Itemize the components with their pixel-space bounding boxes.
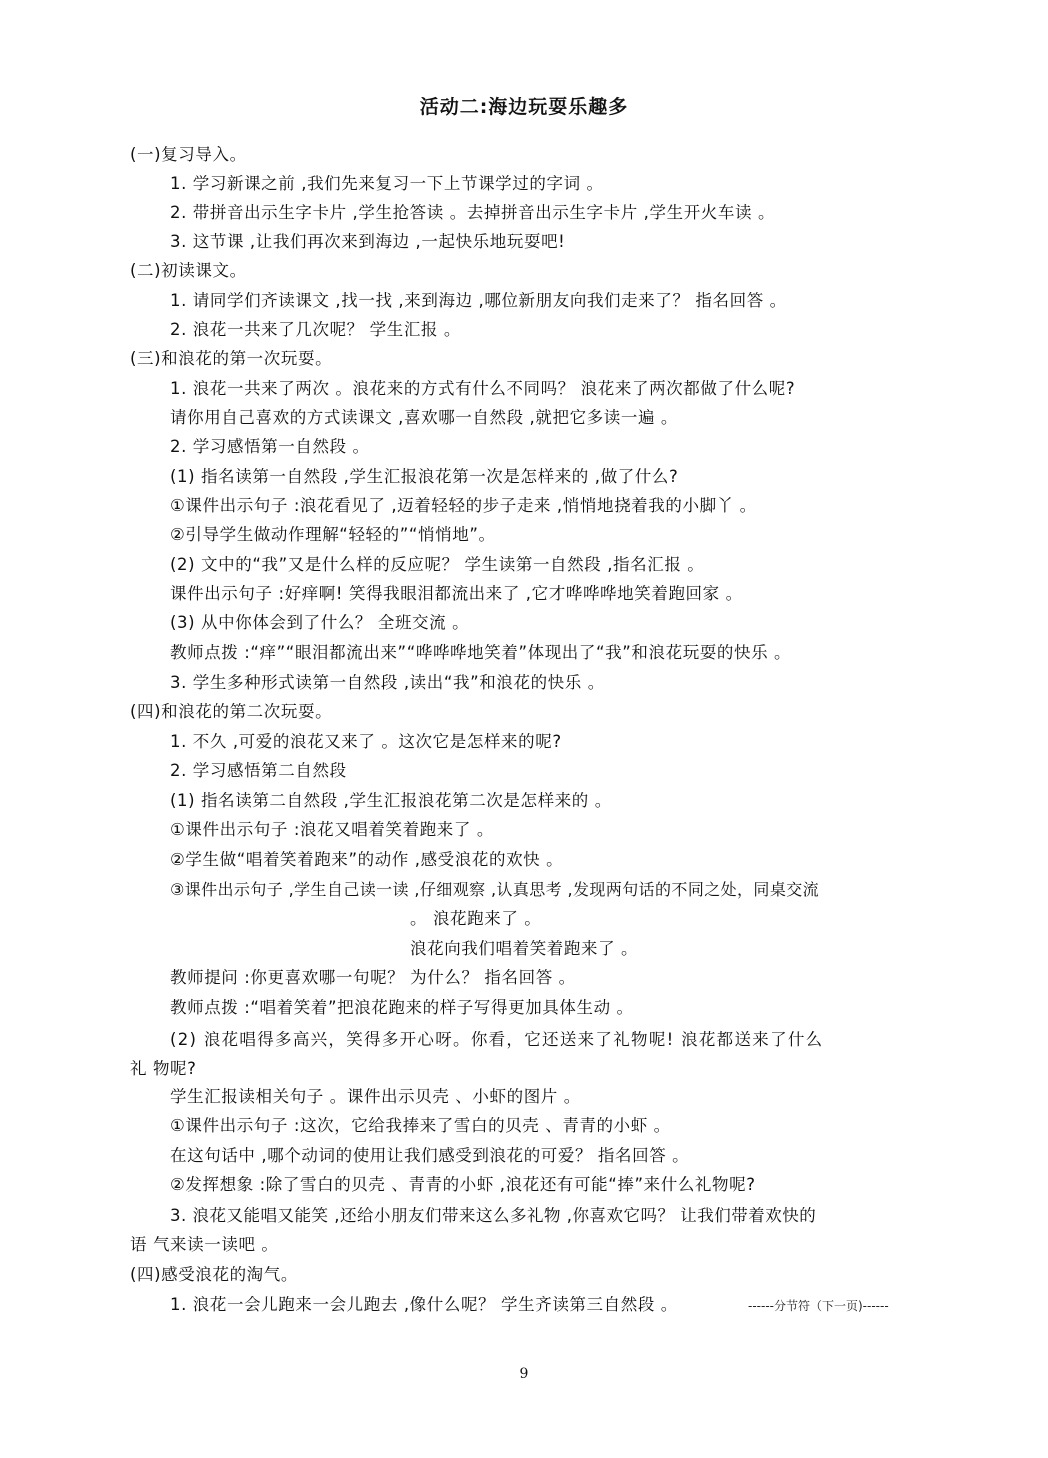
example-sentence-2: 浪花向我们唱着笑着跑来了 。 (410, 939, 639, 958)
paragraph-line: 课件出示句子 :好痒啊! 笑得我眼泪都流出来了 ,它才哗哗哗地笑着跑回家 。 (170, 584, 743, 603)
paragraph-line: 1. 浪花一会儿跑来一会儿跑去 ,像什么呢？ 学生齐读第三自然段 。 (170, 1295, 678, 1314)
section-heading-4: (四)和浪花的第二次玩耍。 (130, 702, 333, 721)
paragraph-line: 1. 学习新课之前 ,我们先来复习一下上节课学过的字词 。 (170, 174, 604, 193)
paragraph-line: ①课件出示句子 :浪花又唱着笑着跑来了 。 (170, 820, 494, 839)
paragraph-line: 3. 学生多种形式读第一自然段 ,读出“我”和浪花的快乐 。 (170, 673, 605, 692)
paragraph-line: (1) 指名读第一自然段 ,学生汇报浪花第一次是怎样来的 ,做了什么? (170, 467, 679, 486)
paragraph-line: 学生汇报读相关句子 。课件出示贝壳 、小虾的图片 。 (170, 1087, 581, 1106)
paragraph-line: 2. 学习感悟第二自然段 (170, 761, 347, 780)
paragraph-line: 1. 请同学们齐读课文 ,找一找 ,来到海边 ,哪位新朋友向我们走来了？ 指名回答 。 (170, 291, 787, 310)
paragraph-line: ②发挥想象 :除了雪白的贝壳 、青青的小虾 ,浪花还有可能“捧”来什么礼物呢? (170, 1175, 756, 1194)
paragraph-line: 2. 学习感悟第一自然段 。 (170, 437, 370, 456)
paragraph-line: 请你用自己喜欢的方式读课文 ,喜欢哪一自然段 ,就把它多读一遍 。 (170, 408, 679, 427)
paragraph-line: 2. 浪花一共来了几次呢？ 学生汇报 。 (170, 320, 461, 339)
paragraph-line: 1. 浪花一共来了两次 。浪花来的方式有什么不同吗？ 浪花来了两次都做了什么呢? (170, 379, 796, 398)
section-heading-3: (三)和浪花的第一次玩耍。 (130, 349, 333, 368)
paragraph-line: 教师提问 :你更喜欢哪一句呢？ 为什么？ 指名回答 。 (170, 968, 576, 987)
paragraph-line: ②引导学生做动作理解“轻轻的”“悄悄地”。 (170, 525, 496, 544)
paragraph-line: ③课件出示句子 ,学生自己读一读 ,仔细观察 ,认真思考 ,发现两句话的不同之处，同桌交流 (170, 880, 820, 899)
example-sentence-1: 。 浪花跑来了 。 (410, 909, 542, 928)
paragraph-line: (2) 文中的“我”又是什么样的反应呢？ 学生读第一自然段 ,指名汇报 。 (170, 555, 705, 574)
paragraph-line: 3. 浪花又能唱又能笑 ,还给小朋友们带来这么多礼物 ,你喜欢它吗？ 让我们带着欢快的 (170, 1206, 817, 1225)
paragraph-line: 语 气来读一读吧 。 (130, 1235, 279, 1254)
paragraph-line: (2) 浪花唱得多高兴，笑得多开心呀。你看，它还送来了礼物呢! 浪花都送来了什么 (170, 1030, 824, 1049)
paragraph-line: (1) 指名读第二自然段 ,学生汇报浪花第二次是怎样来的 。 (170, 791, 612, 810)
paragraph-line: 在这句话中 ,哪个动词的使用让我们感受到浪花的可爱？ 指名回答 。 (170, 1146, 690, 1165)
paragraph-line: ②学生做“唱着笑着跑来”的动作 ,感受浪花的欢快 。 (170, 850, 564, 869)
paragraph-line: ①课件出示句子 :浪花看见了 ,迈着轻轻的步子走来 ,悄悄地挠着我的小脚丫 。 (170, 496, 757, 515)
section-heading-1: (一)复习导入。 (130, 145, 247, 164)
page-number: 9 (519, 1366, 529, 1382)
paragraph-line: 3. 这节课 ,让我们再次来到海边 ,一起快乐地玩耍吧! (170, 232, 566, 251)
paragraph-line: ①课件出示句子 :这次，它给我捧来了雪白的贝壳 、青青的小虾 。 (170, 1116, 671, 1135)
page-title: 活动二:海边玩耍乐趣多 (419, 96, 629, 118)
paragraph-line: 礼 物呢? (130, 1059, 197, 1078)
section-heading-2: (二)初读课文。 (130, 261, 247, 280)
section-break-marker: ------分节符（下一页)------ (748, 1299, 889, 1313)
paragraph-line: 教师点拨 :“唱着笑着”把浪花跑来的样子写得更加具体生动 。 (170, 998, 634, 1017)
paragraph-line: 1. 不久 ,可爱的浪花又来了 。这次它是怎样来的呢? (170, 732, 562, 751)
paragraph-line: 教师点拨 :“痒”“眼泪都流出来”“哗哗哗地笑着”体现出了“我”和浪花玩耍的快乐 。 (170, 643, 792, 662)
section-heading-5: (四)感受浪花的淘气。 (130, 1265, 298, 1284)
paragraph-line: 2. 带拼音出示生字卡片 ,学生抢答读 。去掉拼音出示生字卡片 ,学生开火车读 。 (170, 203, 776, 222)
paragraph-line: (3) 从中你体会到了什么？ 全班交流 。 (170, 613, 470, 632)
